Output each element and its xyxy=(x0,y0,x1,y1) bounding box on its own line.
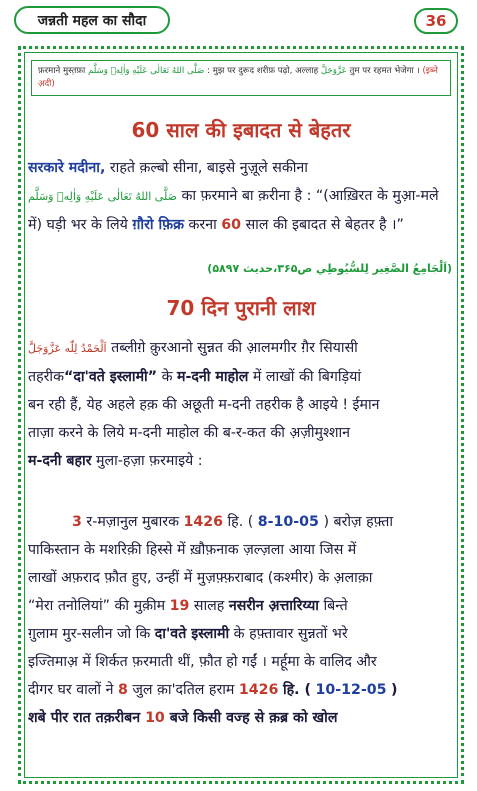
section2-paragraph-1 xyxy=(28,334,454,475)
number-highlight: 19 xyxy=(169,598,190,614)
number-highlight: 60 xyxy=(221,217,242,233)
text-line xyxy=(28,363,454,391)
text-run: हि. ( xyxy=(227,514,254,530)
book-title: जन्नती महल का सौदा xyxy=(14,6,170,34)
text-line: बन रही हैं, येह अहले हक़ की अछूती म-दनी तहरीक है आइये ! ईमान xyxy=(28,397,380,413)
text-run: शबे पीर रात तक़रीबन xyxy=(28,710,141,726)
bold-phrase: “दा'वते इस्लामी” xyxy=(64,369,158,385)
text-run: जुल क़ा'दतिल हराम xyxy=(132,682,235,698)
text-run: तब्लीग़े क़ुरआनो सुन्नत की आ़लमगीर ग़ैर सियासी xyxy=(111,340,358,356)
text-line xyxy=(28,592,454,620)
bold-phrase: सरकारे मदीना, xyxy=(28,160,106,176)
date-highlight: 8-10-05 xyxy=(257,514,319,530)
bold-phrase: नसरीन अ़त्तारिय्या xyxy=(228,598,319,614)
source-reference: (اَلْجَامِعُ الصَّغِير لِلسُّيُوطِي ص۳۶۵،حديث ۵۸۹۷) xyxy=(207,262,452,275)
number-highlight: 3 xyxy=(72,514,82,530)
salutation-text: صَلَّى اللهُ تَعَالٰى عَلَيْهِ وَاٰلِهٖ وَسَلَّم xyxy=(87,66,205,76)
text-run: तहरीक xyxy=(28,369,64,385)
section2-heading: 70 दिन पुरानी लाश xyxy=(166,296,316,320)
text-run: दीगर घर वालों ने xyxy=(28,682,114,698)
section1-heading: 60 साल की इबादत से बेहतर xyxy=(131,118,351,142)
number-highlight: 10 xyxy=(145,710,165,726)
text-run: “मेरा तनोलियां” की मुक़ीम xyxy=(28,598,166,614)
text-run: राहते क़ल्बो सीना, बाइसे नुज़ूले सकीना xyxy=(105,160,308,176)
text-run: के हफ़्तावार सुन्नतों भरे xyxy=(233,626,348,642)
text-line: पाकिस्तान के मशरिक़ी हिस्से में ख़ौफ़नाक ज़ल्ज़ला आया जिस में xyxy=(28,542,357,558)
text-run: के xyxy=(161,369,173,385)
text-run: हि. ( xyxy=(282,682,311,698)
text-run: ) बरोज़ हफ़्ता xyxy=(323,514,394,530)
text-line xyxy=(28,211,454,239)
hadith-source: (इब्ने अ़दी) xyxy=(38,66,438,89)
number-highlight: 1426 xyxy=(183,514,223,530)
text-run: का फ़रमाने बा क़रीना है : “(आख़िरत के मुआ़-मले xyxy=(181,188,439,204)
bold-phrase: दा'वते इस्लामी xyxy=(154,626,230,642)
text-run: साल की इबादत से बेहतर है ।” xyxy=(245,217,404,233)
section2-paragraph-2 xyxy=(28,508,454,732)
arabic-phrase: اَلْحَمْدُ لِلّٰه عَزَّوَجَلَّ xyxy=(28,342,107,355)
hadith-text-2: तुम पर रहमत भेजेगा । xyxy=(349,66,420,76)
bold-phrase: म-दनी बहार xyxy=(28,453,92,469)
text-run: बिन्ते xyxy=(323,598,348,614)
number-highlight: 1426 xyxy=(238,682,279,698)
text-line: इज्तिमाअ़ में शिर्कत फ़रमाती थीं, फ़ौत हो गईं । मर्हूमा के वालिद और xyxy=(28,654,377,670)
salutation-text: صَلَّى اللهُ تَعَالٰى عَلَيْهِ وَاٰلِهٖ وَسَلَّم xyxy=(28,190,177,203)
text-run: ) xyxy=(391,682,398,698)
text-line xyxy=(28,182,454,211)
text-run: में लाखों की बिगड़ियां xyxy=(252,369,361,385)
page-number: 36 xyxy=(414,8,458,34)
text-line xyxy=(28,704,454,732)
text-line: लाखों अफ़राद फ़ौत हुए, उन्हीं में मुज़फ़्फ़राबाद (कश्मीर) के अ़लाक़ा xyxy=(28,570,373,586)
hadith-text: : मुझ पर दुरूद शरीफ़ पढ़ो, अल्लाह xyxy=(207,66,319,76)
text-run: मुला-हज़ा फ़रमाइये : xyxy=(96,453,203,469)
date-highlight: 10-12-05 xyxy=(315,682,387,698)
text-line xyxy=(28,447,454,475)
bold-phrase: ग़ौरो फ़िक्र xyxy=(132,217,185,233)
number-highlight: 8 xyxy=(117,682,128,698)
hadith-prefix: फ़रमाने मुस्त़फ़ा xyxy=(38,66,86,76)
text-line xyxy=(28,508,454,536)
azza-text: عَزَّوَجَلَّ xyxy=(320,66,347,76)
text-run: में) घड़ी भर के लिये xyxy=(28,217,128,233)
bold-phrase: म-दनी माहोल xyxy=(177,369,249,385)
text-line xyxy=(28,154,454,182)
text-run: सालह xyxy=(193,598,225,614)
section1-paragraph xyxy=(28,154,454,239)
text-line xyxy=(28,334,454,363)
hadith-box xyxy=(31,60,451,96)
text-run: बजे किसी वज्ह से क़ब्र को खोल xyxy=(169,710,338,726)
text-line xyxy=(28,676,454,704)
text-line: ताज़ा करने के लिये म-दनी माहोल की ब-र-कत की अ़ज़ीमुश्शान xyxy=(28,425,351,441)
text-run: ग़ुलाम मुर-सलीन जो कि xyxy=(28,626,151,642)
text-run: र-मज़ानुल मुबारक xyxy=(86,514,179,530)
text-run: करना xyxy=(188,217,217,233)
text-line xyxy=(28,620,454,648)
